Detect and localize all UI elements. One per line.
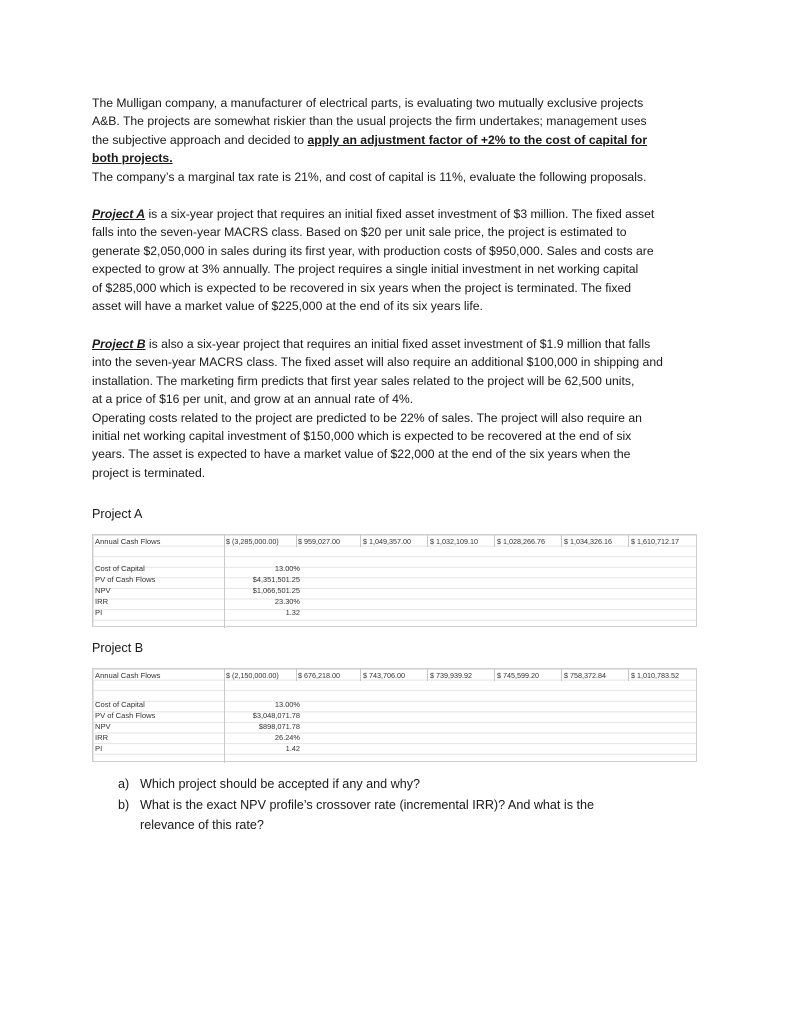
table-b-divider [427, 669, 428, 681]
project-b-line-2: into the seven-year MACRS class. The fixed asset will also require an additional $100,000 in shipping and [92, 355, 663, 370]
question-b-continued [118, 815, 594, 836]
project-b-paragraph [92, 335, 704, 482]
table-b-divider [360, 669, 361, 681]
project-a-line-2: falls into the seven-year MACRS class. Based on $20 per unit sale price, the project is estimated to [92, 225, 627, 240]
table-a-flow-2: $ 1,049,357.00 [363, 537, 411, 546]
intro-line-3-text: the subjective approach and decided to [92, 132, 308, 147]
table-a-flow-3: $ 1,032,109.10 [430, 537, 478, 546]
table-b-flow-0: $ (2,150,000.00) [226, 671, 279, 680]
table-a-metric-value: $4,351,501.25 [252, 575, 300, 584]
table-b-metric-value: 1.42 [285, 744, 300, 753]
question-b [118, 795, 594, 816]
project-a-paragraph [92, 205, 704, 315]
project-b-heading: Project B [92, 337, 146, 351]
project-b-line-1-text: is also a six-year project that requires an initial fixed asset investment of $1.9 million that falls [145, 337, 651, 351]
table-b-divider [494, 669, 495, 681]
project-a-heading: Project A [92, 207, 146, 221]
question-b-marker: b) [118, 797, 130, 812]
table-b-metric-value: 13.00% [274, 700, 300, 709]
table-b-divider [628, 669, 629, 681]
table-b-divider [561, 669, 562, 681]
project-a-line-1-text: is a six-year project that requires an initial fixed asset investment of $3 million. The fixed asset [145, 207, 655, 221]
question-b-text-2: relevance of this rate? [140, 818, 264, 832]
intro-line-2: A&B. The projects are somewhat riskier than the usual projects the firm undertakes; management uses [92, 114, 647, 129]
table-b-metric-label: PV of Cash Flows [95, 711, 156, 720]
table-b-metric-value: $3,048,071.78 [252, 711, 300, 720]
table-b-metric-value: 26.24% [274, 733, 300, 742]
table-b-metric-label: Cost of Capital [95, 700, 145, 709]
project-b-line-8: project is terminated. [92, 465, 206, 480]
table-b-row-label: Annual Cash Flows [95, 671, 161, 680]
intro-paragraph [92, 94, 704, 186]
intro-line-3 [92, 131, 704, 149]
project-b-line-5: Operating costs related to the project are predicted to be 22% of sales. The project will also require an [92, 410, 642, 425]
table-a-flow-0: $ (3,285,000.00) [226, 537, 279, 546]
project-b-line-7: years. The asset is expected to have a market value of $22,000 at the end of the six years when the [92, 447, 631, 462]
question-a-text: Which project should be accepted if any and why? [140, 777, 421, 791]
intro-line-4: both projects. [92, 151, 173, 166]
table-a-flow-4: $ 1,028,266.76 [497, 537, 545, 546]
table-a-divider [494, 535, 495, 547]
table-a-flow-6: $ 1,610,712.17 [631, 537, 679, 546]
table-b-flow-4: $ 745,599.20 [497, 671, 539, 680]
table-b-flow-2: $ 743,706.00 [363, 671, 405, 680]
project-b-line-4: at a price of $16 per unit, and grow at an annual rate of 4%. [92, 392, 414, 407]
project-a-line-1 [92, 205, 704, 223]
table-a-divider [360, 535, 361, 547]
table-a-flow-1: $ 959,027.00 [298, 537, 340, 546]
project-a-line-5: of $285,000 which is expected to be recovered in six years when the project is terminated. The fixed [92, 280, 632, 295]
intro-line-1: The Mulligan company, a manufacturer of electrical parts, is evaluating two mutually exclusive projects [92, 96, 644, 110]
project-a-line-3: generate $2,050,000 in sales during its first year, with production costs of $950,000. Sales and costs are [92, 243, 654, 258]
table-b-flow-3: $ 739,939.92 [430, 671, 472, 680]
table-b-title: Project B [92, 641, 144, 655]
table-b-flow-6: $ 1,010,783.52 [631, 671, 679, 680]
table-b-grid [92, 668, 697, 762]
table-b-metric-label: PI [95, 744, 103, 753]
question-a [118, 774, 594, 795]
table-b-flow-1: $ 676,218.00 [298, 671, 340, 680]
question-b-text: What is the exact NPV profile’s crossover rate (incremental IRR)? And what is the [140, 797, 595, 812]
table-b-flow-5: $ 758,372.84 [564, 671, 606, 680]
table-a-divider [628, 535, 629, 547]
intro-line-5: The company’s a marginal tax rate is 21%, and cost of capital is 11%, evaluate the following proposals. [92, 169, 647, 184]
project-b-line-1 [92, 335, 704, 353]
table-a-metric-label: PI [95, 608, 103, 617]
table-a-metric-label: NPV [95, 586, 111, 595]
table-a-metric-label: PV of Cash Flows [95, 575, 156, 584]
table-a-divider [427, 535, 428, 547]
question-list [118, 774, 594, 836]
table-a-divider [561, 535, 562, 547]
project-b-line-3: installation. The marketing firm predicts that first year sales related to the project will be 62,500 units, [92, 373, 635, 388]
table-a-divider [296, 535, 297, 547]
question-a-marker: a) [118, 777, 130, 791]
table-b-metric-label: NPV [95, 722, 111, 731]
table-a-row-label: Annual Cash Flows [95, 537, 161, 546]
table-a-metric-value: $1,066,501.25 [252, 586, 300, 595]
project-b-line-6: initial net working capital investment of $150,000 which is expected to be recovered at the end of six [92, 429, 632, 444]
table-a-metric-label: Cost of Capital [95, 564, 145, 573]
table-b-metric-value: $898,071.78 [258, 722, 300, 731]
project-a-line-6: asset will have a market value of $225,000 at the end of its six years life. [92, 299, 483, 314]
table-a-metric-value: 1.32 [285, 608, 300, 617]
table-a-metric-value: 23.30% [274, 597, 300, 606]
table-b-divider [296, 669, 297, 681]
table-a-grid [92, 534, 697, 627]
table-a-title: Project A [92, 507, 143, 521]
adjustment-factor-emphasis: apply an adjustment factor of +2% to the cost of capital for [307, 132, 648, 147]
project-a-line-4: expected to grow at 3% annually. The project requires a single initial investment in net working capital [92, 262, 639, 277]
table-a-flow-5: $ 1,034,326.16 [564, 537, 612, 546]
table-a-metric-label: IRR [95, 597, 109, 606]
table-a-metric-value: 13.00% [274, 564, 300, 573]
table-b-metric-label: IRR [95, 733, 109, 742]
